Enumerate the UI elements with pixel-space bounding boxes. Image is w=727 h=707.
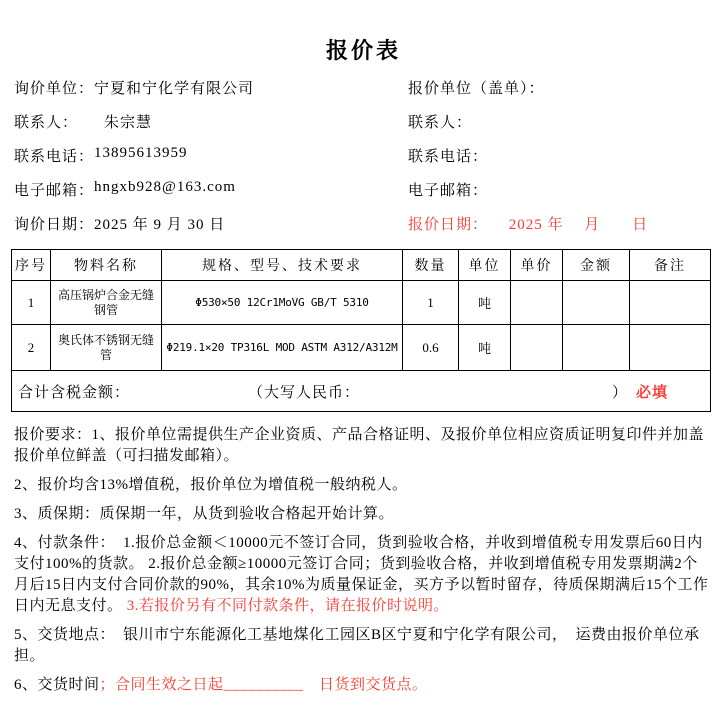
required-badge: 必填 bbox=[635, 384, 668, 401]
note-delivery-time bbox=[14, 675, 713, 696]
quote-unit-row bbox=[408, 77, 727, 111]
total-amount-label: 合计含税金额： bbox=[18, 384, 131, 401]
contact-email-row bbox=[14, 179, 408, 213]
quote-phone-row bbox=[408, 145, 727, 179]
col-header-remark: 备注 bbox=[630, 250, 711, 281]
note-text: 2、报价均含13%增值税，报价单位为增值税一般纳税人。 bbox=[14, 477, 408, 493]
inquiry-date-value: 2025 年 9 月 30 日 bbox=[94, 217, 226, 233]
remark-cell bbox=[630, 325, 711, 371]
col-header-material-name: 物料名称 bbox=[51, 250, 162, 281]
col-header-unit-price: 单价 bbox=[511, 250, 563, 281]
item-no-cell: 2 bbox=[12, 325, 51, 371]
spec-cell: Φ219.1×20 TP316L MOD ASTM A312/A312M bbox=[162, 325, 403, 371]
qty-cell: 1 bbox=[403, 281, 459, 325]
quote-contact-row bbox=[408, 111, 727, 145]
amount-cell bbox=[563, 325, 630, 371]
col-header-unit: 单位 bbox=[459, 250, 511, 281]
quote-date-label: 报价日期： bbox=[408, 217, 489, 233]
contact-phone-row bbox=[14, 145, 408, 179]
spec-cell: Φ530×50 12Cr1MoVG GB/T 5310 bbox=[162, 281, 403, 325]
contact-phone-label: 联系电话： bbox=[14, 149, 95, 165]
quote-unit-label: 报价单位（盖单）： bbox=[408, 81, 545, 97]
close-paren: ） bbox=[611, 384, 628, 401]
note-text: 报价要求：1、报价单位需提供生产企业资质、产品合格证明、及报价单位相应资质证明复印件并加盖报价单位鲜盖（可扫描发邮箱）。 bbox=[14, 427, 705, 464]
note-vat bbox=[14, 475, 713, 496]
inquiry-date-label: 询价日期： bbox=[14, 217, 95, 233]
note-text: 3、质保期：质保期一年，从货到验收合格起开始计算。 bbox=[14, 506, 395, 522]
contact-name-label: 联系人： bbox=[14, 115, 79, 131]
contact-email-label: 电子邮箱： bbox=[14, 183, 95, 199]
unit-cell: 吨 bbox=[459, 281, 511, 325]
note-text: 5、交货地点： 银川市宁东能源化工基地煤化工园区B区宁夏和宁化学有限公司， 运费由报价单位承担。 bbox=[14, 627, 700, 664]
remark-cell bbox=[630, 281, 711, 325]
inquiry-unit-row bbox=[14, 77, 408, 111]
col-header-spec: 规格、型号、技术要求 bbox=[162, 250, 403, 281]
quote-party-info bbox=[408, 77, 727, 247]
quote-date-row bbox=[408, 213, 727, 247]
inquiry-unit-value: 宁夏和宁化学有限公司 bbox=[94, 81, 255, 97]
unit-cell: 吨 bbox=[459, 325, 511, 371]
unit-price-cell bbox=[511, 281, 563, 325]
note-delivery-location bbox=[14, 625, 713, 667]
contact-email-value: hngxb928@163.com bbox=[94, 179, 236, 195]
note-text: 6、交货时间 bbox=[14, 677, 100, 693]
note-text: 4、付款条件： 1.报价总金额＜10000元不签订合同，货到验收合格，并收到增值税专用发票后60日内支付100%的货款。 2.报价总金额≥10000元签订合同；货到验收合格，并收到增值税专用发票期满2个月后15日内支付合同价款的90%，其余10%为质量保证金，买方予以暂时留存，待质保期满后15个工作日内无息支付。 bbox=[14, 535, 709, 614]
col-header-index: 序号 bbox=[12, 250, 51, 281]
contact-name-value: 朱宗慧 bbox=[104, 115, 153, 131]
quotation-table bbox=[11, 249, 711, 412]
material-name-cell: 奥氏体不锈钢无缝管 bbox=[51, 325, 162, 371]
inquiry-unit-label: 询价单位： bbox=[14, 81, 95, 97]
table-row bbox=[12, 281, 711, 325]
quote-email-row bbox=[408, 179, 727, 213]
material-name-cell: 高压锅炉合金无缝钢管 bbox=[51, 281, 162, 325]
table-row bbox=[12, 325, 711, 371]
inquiry-date-row bbox=[14, 213, 408, 247]
qty-cell: 0.6 bbox=[403, 325, 459, 371]
note-payment-terms bbox=[14, 533, 713, 617]
col-header-quantity: 数量 bbox=[403, 250, 459, 281]
quote-phone-label: 联系电话： bbox=[408, 149, 489, 165]
item-no-cell: 1 bbox=[12, 281, 51, 325]
page-title: 报价表 bbox=[325, 38, 401, 63]
quotation-document bbox=[0, 38, 727, 707]
header-info bbox=[14, 77, 727, 247]
amount-cell bbox=[563, 281, 630, 325]
col-header-amount: 金额 bbox=[563, 250, 630, 281]
unit-price-cell bbox=[511, 325, 563, 371]
note-quotation-requirements bbox=[14, 425, 713, 467]
note-text-red: ；合同生效之日起__________ 日货到交货点。 bbox=[99, 677, 428, 693]
total-row-content bbox=[14, 381, 708, 402]
table-header-row bbox=[12, 250, 711, 281]
quote-contact-label: 联系人： bbox=[408, 115, 473, 131]
amount-in-words-label: （大写人民币： bbox=[248, 384, 361, 401]
notes-section bbox=[14, 425, 713, 696]
contact-name-row bbox=[14, 111, 408, 145]
quote-email-label: 电子邮箱： bbox=[408, 183, 489, 199]
contact-phone-value: 13895613959 bbox=[94, 145, 188, 161]
total-row bbox=[12, 371, 711, 412]
note-text-red: 3.若报价另有不同付款条件，请在报价时说明。 bbox=[126, 598, 450, 614]
inquiry-party-info bbox=[14, 77, 408, 247]
note-warranty bbox=[14, 504, 713, 525]
quote-date-value: 2025 年 月 日 bbox=[488, 217, 649, 233]
